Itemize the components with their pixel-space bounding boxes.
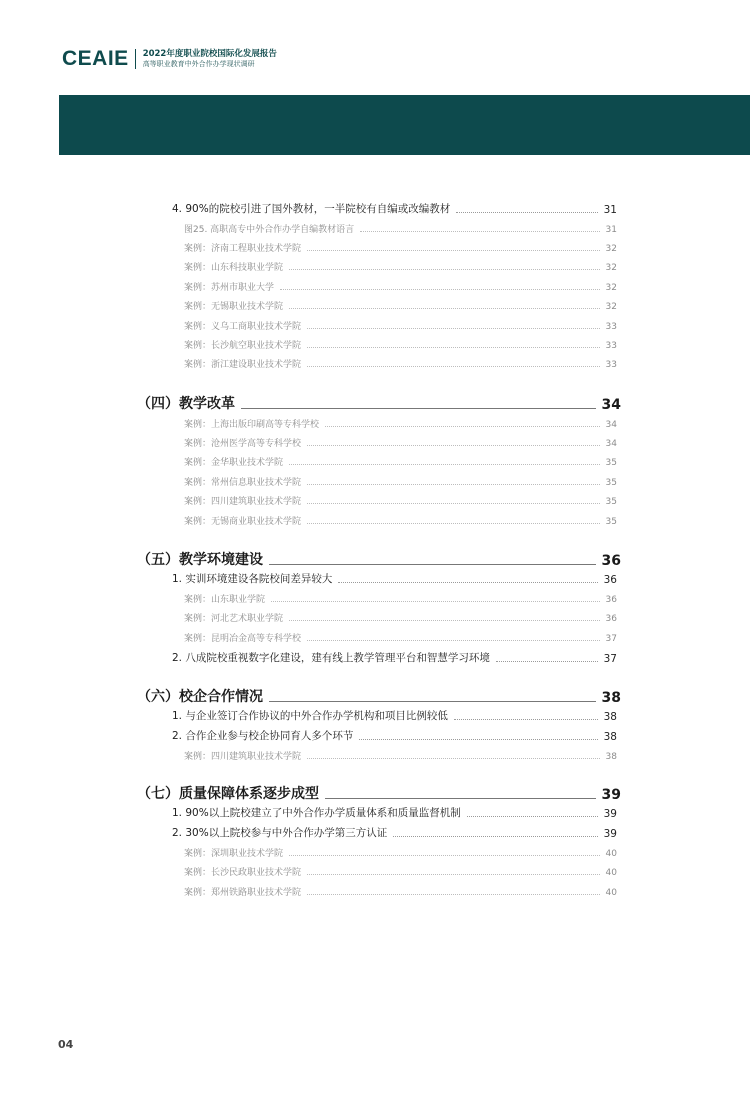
toc-entry-page: 35	[605, 478, 617, 488]
toc-leader-dots	[307, 894, 600, 895]
toc-section[interactable]	[137, 783, 621, 803]
toc-entry-page: 35	[605, 497, 617, 507]
toc-entry-page: 35	[605, 517, 617, 527]
toc-leader-dots	[393, 836, 597, 837]
toc-leader-dots	[325, 426, 600, 427]
toc-entry-page: 39	[603, 808, 617, 820]
toc-entry-page: 31	[603, 204, 617, 216]
toc-leader-dots	[269, 701, 596, 702]
header-divider	[135, 49, 136, 69]
toc-leader-dots	[307, 250, 600, 251]
toc-case[interactable]	[184, 629, 617, 644]
toc-item[interactable]	[172, 707, 617, 723]
toc-leader-dots	[307, 445, 600, 446]
toc-entry-page: 38	[601, 690, 621, 706]
toc-entry-label: 图25. 高职高专中外合作办学自编教材语言	[184, 225, 355, 235]
page-number: 04	[58, 1038, 74, 1051]
toc-entry-page: 33	[605, 322, 617, 332]
toc-leader-dots	[307, 640, 600, 641]
toc-entry-page: 40	[605, 868, 617, 878]
header-text	[143, 50, 277, 68]
toc-entry-label: 1. 90%以上院校建立了中外合作办学质量体系和质量监督机制	[172, 807, 461, 819]
toc-case[interactable]	[184, 590, 617, 605]
toc-case[interactable]	[184, 863, 617, 878]
header-banner	[59, 95, 750, 155]
toc-section[interactable]	[137, 393, 621, 413]
toc-entry-label: 案例：长沙民政职业技术学院	[184, 868, 302, 878]
toc-entry-page: 36	[601, 553, 621, 569]
toc-leader-dots	[325, 798, 596, 799]
toc-leader-dots	[307, 366, 600, 367]
toc-leader-dots	[289, 464, 600, 465]
toc-case[interactable]	[184, 355, 617, 370]
toc-case[interactable]	[184, 336, 617, 351]
toc-leader-dots	[307, 874, 600, 875]
report-header	[62, 46, 277, 72]
toc-entry-page: 32	[605, 263, 617, 273]
toc-entry-label: 案例：郑州铁路职业技术学院	[184, 888, 302, 898]
toc-item[interactable]	[172, 200, 617, 216]
toc-entry-label: （六）校企合作情况	[137, 689, 263, 705]
toc-entry-page: 36	[603, 574, 617, 586]
toc-case[interactable]	[184, 747, 617, 762]
toc-leader-dots	[359, 739, 597, 740]
toc-entry-page: 31	[605, 225, 617, 235]
toc-leader-dots	[289, 269, 600, 270]
report-subtitle: 高等职业教育中外合作办学现状调研	[142, 59, 255, 68]
toc-case[interactable]	[184, 220, 617, 235]
toc-item[interactable]	[172, 570, 617, 586]
toc-case[interactable]	[184, 883, 617, 898]
toc-entry-label: 案例：苏州市职业大学	[184, 283, 275, 293]
toc-leader-dots	[289, 308, 600, 309]
toc-entry-page: 37	[603, 653, 617, 665]
toc-entry-page: 35	[605, 458, 617, 468]
toc-entry-label: 案例：常州信息职业技术学院	[184, 478, 302, 488]
toc-entry-label: 1. 与企业签订合作协议的中外合作办学机构和项目比例较低	[172, 710, 448, 722]
toc-item[interactable]	[172, 649, 617, 665]
toc-entry-label: 案例：山东职业学院	[184, 595, 266, 605]
toc-entry-label: 案例：昆明冶金高等专科学校	[184, 634, 302, 644]
toc-entry-label: 2. 八成院校重视数字化建设，建有线上教学管理平台和智慧学习环境	[172, 652, 490, 664]
toc-entry-label: 案例：义乌工商职业技术学院	[184, 322, 302, 332]
toc-case[interactable]	[184, 415, 617, 430]
toc-entry-page: 38	[603, 731, 617, 743]
ceaie-logo: CEAIE	[62, 47, 129, 70]
toc-case[interactable]	[184, 278, 617, 293]
toc-leader-dots	[269, 564, 596, 565]
toc-entry-page: 40	[605, 888, 617, 898]
toc-entry-label: （五）教学环境建设	[137, 552, 263, 568]
toc-entry-label: 4. 90%的院校引进了国外教材，一半院校有自编或改编教材	[172, 203, 451, 215]
toc-case[interactable]	[184, 258, 617, 273]
toc-entry-page: 33	[605, 360, 617, 370]
toc-leader-dots	[307, 328, 600, 329]
toc-leader-dots	[338, 582, 597, 583]
toc-case[interactable]	[184, 473, 617, 488]
toc-section[interactable]	[137, 686, 621, 706]
toc-case[interactable]	[184, 609, 617, 624]
toc-case[interactable]	[184, 239, 617, 254]
toc-entry-page: 32	[605, 283, 617, 293]
toc-entry-label: （四）教学改革	[137, 396, 235, 412]
toc-case[interactable]	[184, 297, 617, 312]
toc-entry-label: 案例：无锡商业职业技术学院	[184, 517, 302, 527]
toc-leader-dots	[467, 816, 598, 817]
toc-case[interactable]	[184, 453, 617, 468]
toc-entry-page: 36	[605, 595, 617, 605]
toc-entry-label: 案例：浙江建设职业技术学院	[184, 360, 302, 370]
toc-case[interactable]	[184, 512, 617, 527]
toc-entry-page: 38	[605, 752, 617, 762]
report-title: 2022年度职业院校国际化发展报告	[142, 49, 277, 60]
toc-entry-label: 案例：四川建筑职业技术学院	[184, 752, 302, 762]
toc-leader-dots	[307, 484, 600, 485]
toc-leader-dots	[280, 289, 600, 290]
toc-entry-page: 32	[605, 244, 617, 254]
toc-item[interactable]	[172, 804, 617, 820]
toc-case[interactable]	[184, 492, 617, 507]
toc-leader-dots	[456, 212, 597, 213]
toc-entry-label: 案例：金华职业技术学院	[184, 458, 284, 468]
toc-section[interactable]	[137, 549, 621, 569]
toc-entry-label: 案例：四川建筑职业技术学院	[184, 497, 302, 507]
toc-entry-page: 32	[605, 302, 617, 312]
toc-entry-page: 39	[603, 828, 617, 840]
toc-entry-label: 2. 合作企业参与校企协同育人多个环节	[172, 730, 354, 742]
toc-entry-page: 40	[605, 849, 617, 859]
toc-leader-dots	[241, 408, 596, 409]
toc-entry-page: 34	[605, 420, 617, 430]
toc-leader-dots	[454, 719, 598, 720]
toc-leader-dots	[289, 620, 600, 621]
toc-leader-dots	[307, 503, 600, 504]
toc-entry-page: 33	[605, 341, 617, 351]
toc-entry-label: 案例：上海出版印刷高等专科学校	[184, 420, 320, 430]
toc-leader-dots	[360, 231, 599, 232]
toc-entry-label: 案例：河北艺术职业学院	[184, 614, 284, 624]
toc-item[interactable]	[172, 727, 617, 743]
toc-entry-label: 案例：无锡职业技术学院	[184, 302, 284, 312]
toc-entry-page: 34	[601, 397, 621, 413]
toc-leader-dots	[307, 523, 600, 524]
toc-entry-label: 案例：山东科技职业学院	[184, 263, 284, 273]
toc-case[interactable]	[184, 434, 617, 449]
toc-leader-dots	[496, 661, 598, 662]
toc-entry-label: 案例：沧州医学高等专科学校	[184, 439, 302, 449]
toc-case[interactable]	[184, 317, 617, 332]
toc-entry-label: 1. 实训环境建设各院校间差异较大	[172, 573, 333, 585]
toc-entry-page: 34	[605, 439, 617, 449]
toc-item[interactable]	[172, 824, 617, 840]
toc-entry-page: 38	[603, 711, 617, 723]
toc-case[interactable]	[184, 844, 617, 859]
toc-entry-label: 案例：济南工程职业技术学院	[184, 244, 302, 254]
toc-entry-page: 37	[605, 634, 617, 644]
toc-entry-page: 36	[605, 614, 617, 624]
toc-entry-label: 2. 30%以上院校参与中外合作办学第三方认证	[172, 827, 388, 839]
toc-entry-label: 案例：深圳职业技术学院	[184, 849, 284, 859]
toc-entry-label: （七）质量保障体系逐步成型	[137, 786, 319, 802]
toc-entry-label: 案例：长沙航空职业技术学院	[184, 341, 302, 351]
toc-leader-dots	[307, 758, 600, 759]
toc-entry-page: 39	[601, 787, 621, 803]
toc-leader-dots	[307, 347, 600, 348]
toc-leader-dots	[289, 855, 600, 856]
toc-leader-dots	[271, 601, 600, 602]
